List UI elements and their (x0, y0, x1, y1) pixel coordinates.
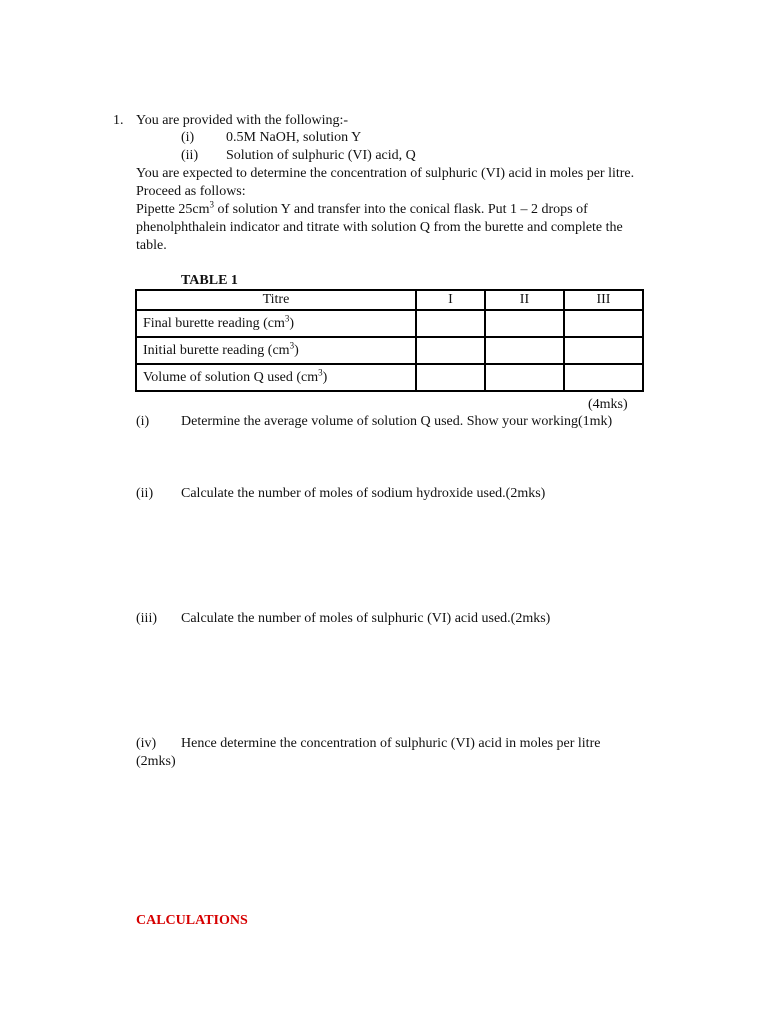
table-row (136, 364, 643, 391)
answer-cell[interactable] (564, 310, 643, 337)
answer-cell[interactable] (416, 364, 485, 391)
row-label: Final burette reading (cm (143, 315, 285, 331)
subquestion-text: Determine the average volume of solution Q used. Show your working(1mk) (181, 414, 613, 429)
superscript: 3 (318, 366, 323, 377)
item-text: Solution of sulphuric (VI) acid, Q (226, 148, 416, 163)
subquestion-text: Calculate the number of moles of sodium hydroxide used.(2mks) (181, 486, 546, 501)
superscript: 3 (289, 339, 295, 350)
row-label-cell (136, 337, 416, 364)
procedure-text-b: of solution Y and transfer into the conical flask. Put 1 – 2 drops of (214, 202, 588, 217)
answer-cell[interactable] (416, 310, 485, 337)
procedure-line-3: table. (136, 238, 167, 253)
row-label: Volume of solution Q used (cm (143, 369, 319, 385)
table-header-cell: II (485, 290, 564, 310)
answer-cell[interactable] (416, 337, 485, 364)
question-aim: You are expected to determine the concentration of sulphuric (VI) acid in moles per litre. (136, 166, 635, 181)
subquestion-text-cont: (2mks) (136, 754, 176, 769)
superscript: 3 (209, 199, 214, 210)
subquestion-text: Calculate the number of moles of sulphuric (VI) acid used.(2mks) (181, 611, 551, 626)
proceed-label: Proceed as follows: (136, 184, 246, 199)
titration-table (135, 289, 644, 392)
table-header-cell: Titre (136, 290, 416, 310)
subquestion-text: Hence determine the concentration of sulphuric (VI) acid in moles per litre (181, 736, 601, 751)
row-label-end: ) (294, 342, 299, 358)
item-number: (ii) (181, 148, 199, 163)
procedure-line-2: phenolphthalein indicator and titrate with solution Q from the burette and complete the (136, 220, 623, 235)
calculations-heading: CALCULATIONS (136, 913, 248, 928)
table-title: TABLE 1 (181, 273, 238, 288)
subquestion-number: (iii) (136, 611, 157, 626)
item-text: 0.5M NaOH, solution Y (226, 130, 362, 145)
table-header-cell: I (416, 290, 485, 310)
row-label-cell (136, 364, 416, 391)
procedure-text-a: Pipette 25cm (136, 202, 210, 217)
row-label-cell (136, 310, 416, 337)
row-label-end: ) (289, 315, 295, 331)
answer-cell[interactable] (485, 310, 564, 337)
answer-cell[interactable] (485, 364, 564, 391)
answer-cell[interactable] (564, 337, 643, 364)
subquestion-number: (iv) (136, 736, 157, 751)
subquestion-number: (i) (136, 414, 150, 429)
question-number: 1. (113, 113, 124, 128)
subquestion-number: (ii) (136, 486, 154, 501)
table-marks: (4mks) (588, 397, 628, 412)
table-row (136, 337, 643, 364)
procedure-line-1 (136, 201, 588, 218)
superscript: 3 (284, 312, 290, 323)
answer-cell[interactable] (485, 337, 564, 364)
table-row (136, 310, 643, 337)
row-label-end: ) (322, 369, 328, 385)
item-number: (i) (181, 130, 195, 145)
table-header-row (136, 290, 643, 310)
question-intro: You are provided with the following:- (136, 113, 349, 128)
row-label: Initial burette reading (cm (143, 342, 290, 358)
table-header-cell: III (564, 290, 643, 310)
answer-cell[interactable] (564, 364, 643, 391)
